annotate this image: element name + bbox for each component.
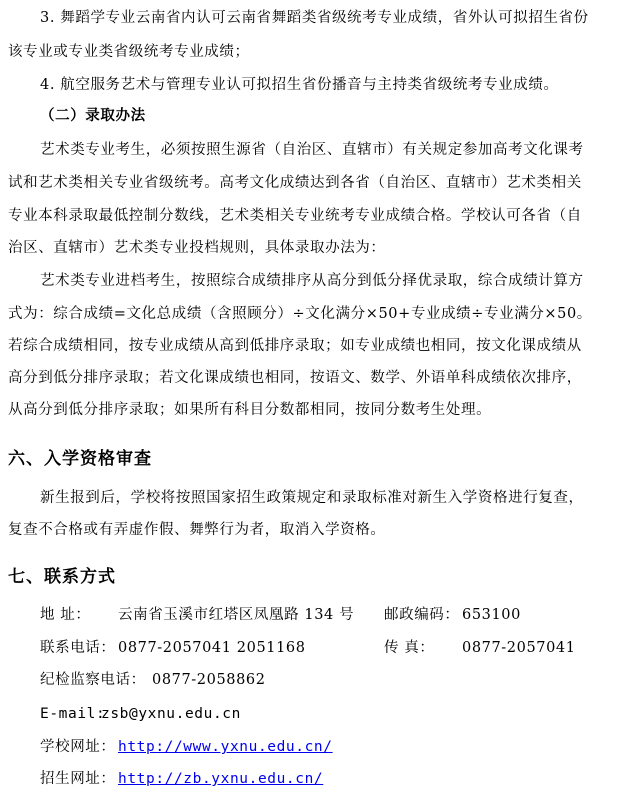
method-para2-line2: 式为：综合成绩=文化总成绩（含照顾分）÷文化满分×50+专业成绩÷专业满分×50。 xyxy=(8,306,592,322)
method-para1-line4: 治区、直辖市）艺术类专业投档规则，具体录取办法为： xyxy=(8,240,386,256)
method-para2-line3: 若综合成绩相同，按专业成绩从高到低排序录取；如专业成绩也相同，按文化课成绩从 xyxy=(8,338,582,354)
section6-heading: 六、入学资格审查 xyxy=(8,449,152,469)
method-para2-line5: 从高分到低分排序录取；如果所有科目分数都相同，按同分数考生处理。 xyxy=(8,402,492,418)
section6-line1: 新生报到后，学校将按照国家招生政策规定和录取标准对新生入学资格进行复查， xyxy=(40,490,584,506)
admission-site-label: 招生网址： xyxy=(40,771,116,787)
section7-heading: 七、联系方式 xyxy=(8,567,116,587)
phone-label: 联系电话： xyxy=(40,640,116,656)
fax-value: 0877-2057041 xyxy=(462,640,576,656)
admission-method-heading: （二）录取办法 xyxy=(40,108,146,124)
item3-line1: 3. 舞蹈学专业云南省内认可云南省舞蹈类省级统考专业成绩，省外认可拟招生省份 xyxy=(40,10,589,26)
address-label: 地 址： xyxy=(40,607,91,623)
method-para1-line1: 艺术类专业考生，必须按照生源省（自治区、直辖市）有关规定参加高考文化课考 xyxy=(40,142,584,158)
item4-line: 4. 航空服务艺术与管理专业认可拟招生省份播音与主持类省级统考专业成绩。 xyxy=(40,77,559,93)
method-para1-line3: 专业本科录取最低控制分数线，艺术类相关专业统考专业成绩合格。学校认可各省（自 xyxy=(8,208,582,224)
discipline-phone-value: 0877-2058862 xyxy=(152,672,266,688)
email-label: E-mail: xyxy=(40,706,106,722)
phone-value: 0877-2057041 2051168 xyxy=(118,640,306,656)
section6-line2: 复查不合格或有弄虚作假、舞弊行为者，取消入学资格。 xyxy=(8,522,386,538)
school-site-link[interactable]: http://www.yxnu.edu.cn/ xyxy=(118,739,333,755)
method-para2-line4: 高分到低分排序录取；若文化课成绩也相同，按语文、数学、外语单科成绩依次排序， xyxy=(8,370,582,386)
postcode-value: 653100 xyxy=(462,607,521,623)
method-para2-line1: 艺术类专业进档考生，按照综合成绩排序从高分到低分择优录取，综合成绩计算方 xyxy=(40,273,584,289)
fax-label: 传 真： xyxy=(384,640,435,656)
email-value[interactable]: zsb@yxnu.edu.cn xyxy=(101,706,241,722)
method-para1-line2: 试和艺术类相关专业省级统考。高考文化成绩达到各省（自治区、直辖市）艺术类相关 xyxy=(8,175,582,191)
school-site-label: 学校网址： xyxy=(40,739,116,755)
item3-line2: 该专业或专业类省级统考专业成绩； xyxy=(8,44,250,60)
discipline-phone-label: 纪检监察电话： xyxy=(40,672,146,688)
admission-site-link[interactable]: http://zb.yxnu.edu.cn/ xyxy=(118,771,324,787)
postcode-label: 邮政编码： xyxy=(384,607,460,623)
address-value: 云南省玉溪市红塔区凤凰路 134 号 xyxy=(118,607,355,623)
